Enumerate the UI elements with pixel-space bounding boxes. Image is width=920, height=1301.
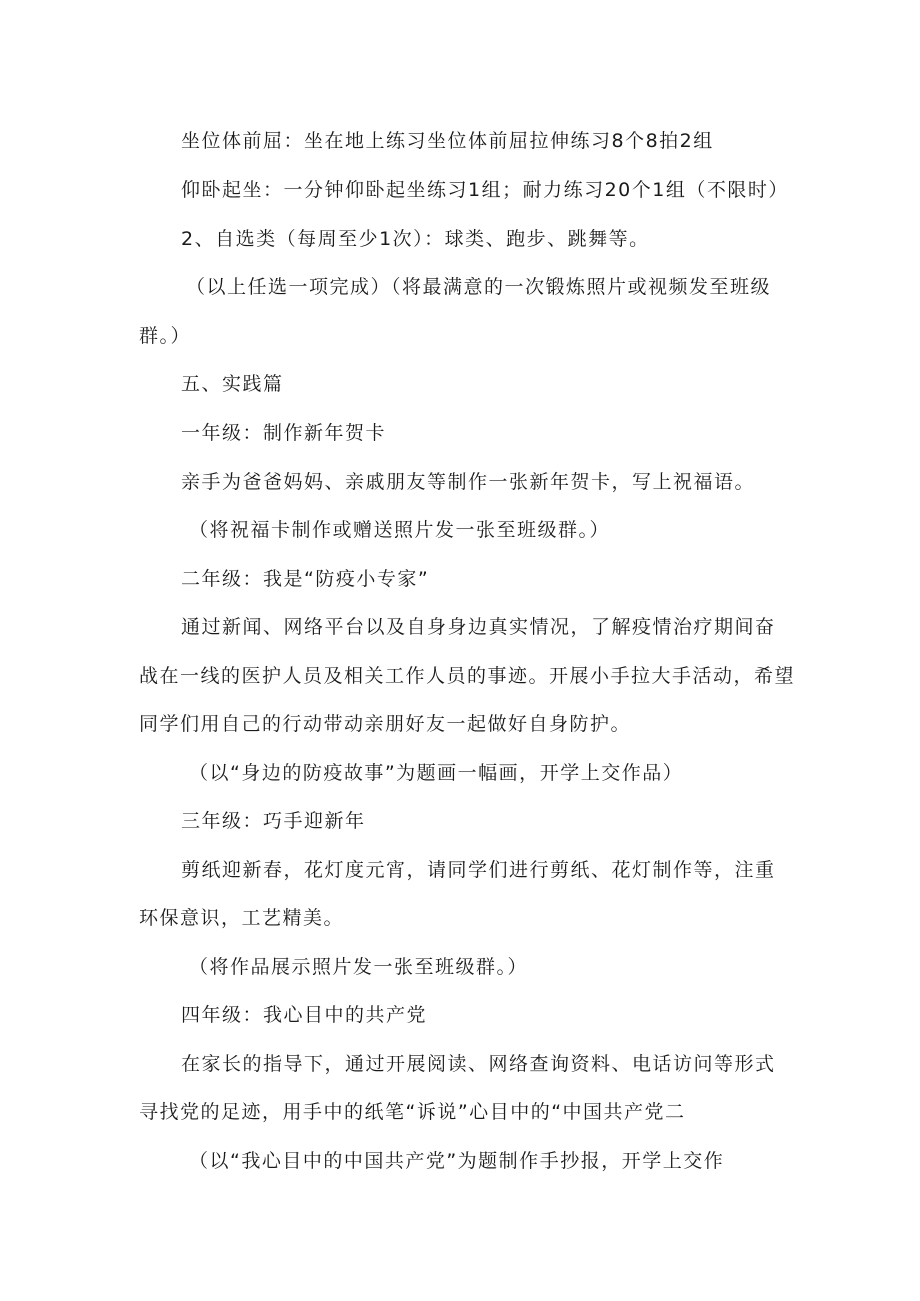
grade-three-body-2: 环保意识，工艺精美。 — [139, 907, 345, 929]
grade-one-body: 亲手为爸爸妈妈、亲戚朋友等制作一张新年贺卡，写上祝福语。 — [181, 471, 756, 493]
text-line-situps: 仰卧起坐：一分钟仰卧起坐练习1组；耐力练习20个1组（不限时） — [181, 179, 789, 201]
grade-one-heading: 一年级：制作新年贺卡 — [181, 422, 387, 444]
grade-three-heading: 三年级：巧手迎新年 — [181, 810, 366, 832]
text-line-sit-reach: 坐位体前屈：坐在地上练习坐位体前屈拉伸练习8个8拍2组 — [181, 130, 714, 152]
text-line-choose-one-cont: 群。） — [139, 325, 192, 347]
grade-four-body-2: 寻找党的足迹，用手中的纸笔“诉说”心目中的“中国共产党二 — [139, 1101, 686, 1123]
grade-two-heading: 二年级：我是“防疫小专家” — [181, 568, 430, 590]
section-heading-practice: 五、实践篇 — [181, 373, 284, 395]
grade-two-note: （以“身边的防疫故事”为题画一幅画，开学上交作品） — [189, 762, 684, 784]
text-line-optional-category: 2、自选类（每周至少1次）：球类、跑步、跳舞等。 — [181, 228, 650, 250]
grade-two-body-1: 通过新闻、网络平台以及自身身边真实情况，了解疫情治疗期间奋 — [181, 616, 776, 638]
grade-four-heading: 四年级：我心目中的共产党 — [181, 1004, 428, 1026]
grade-one-note: （将祝福卡制作或赠送照片发一张至班级群。） — [189, 519, 611, 541]
text-line-choose-one: （以上任选一项完成）（将最满意的一次锻炼照片或视频发至班级 — [186, 276, 772, 298]
grade-two-body-3: 同学们用自己的行动带动亲朋好友一起做好自身防护。 — [139, 713, 632, 735]
grade-three-note: （将作品展示照片发一张至班级群。） — [189, 956, 529, 978]
grade-four-body-1: 在家长的指导下，通过开展阅读、网络查询资料、电话访问等形式 — [181, 1053, 776, 1075]
grade-four-note: （以“我心目中的中国共产党”为题制作手抄报，开学上交作 — [189, 1150, 725, 1172]
grade-two-body-2: 战在一线的医护人员及相关工作人员的事迹。开展小手拉大手活动，希望 — [139, 665, 796, 687]
grade-three-body-1: 剪纸迎新春，花灯度元宵，请同学们进行剪纸、花灯制作等，注重 — [181, 859, 776, 881]
